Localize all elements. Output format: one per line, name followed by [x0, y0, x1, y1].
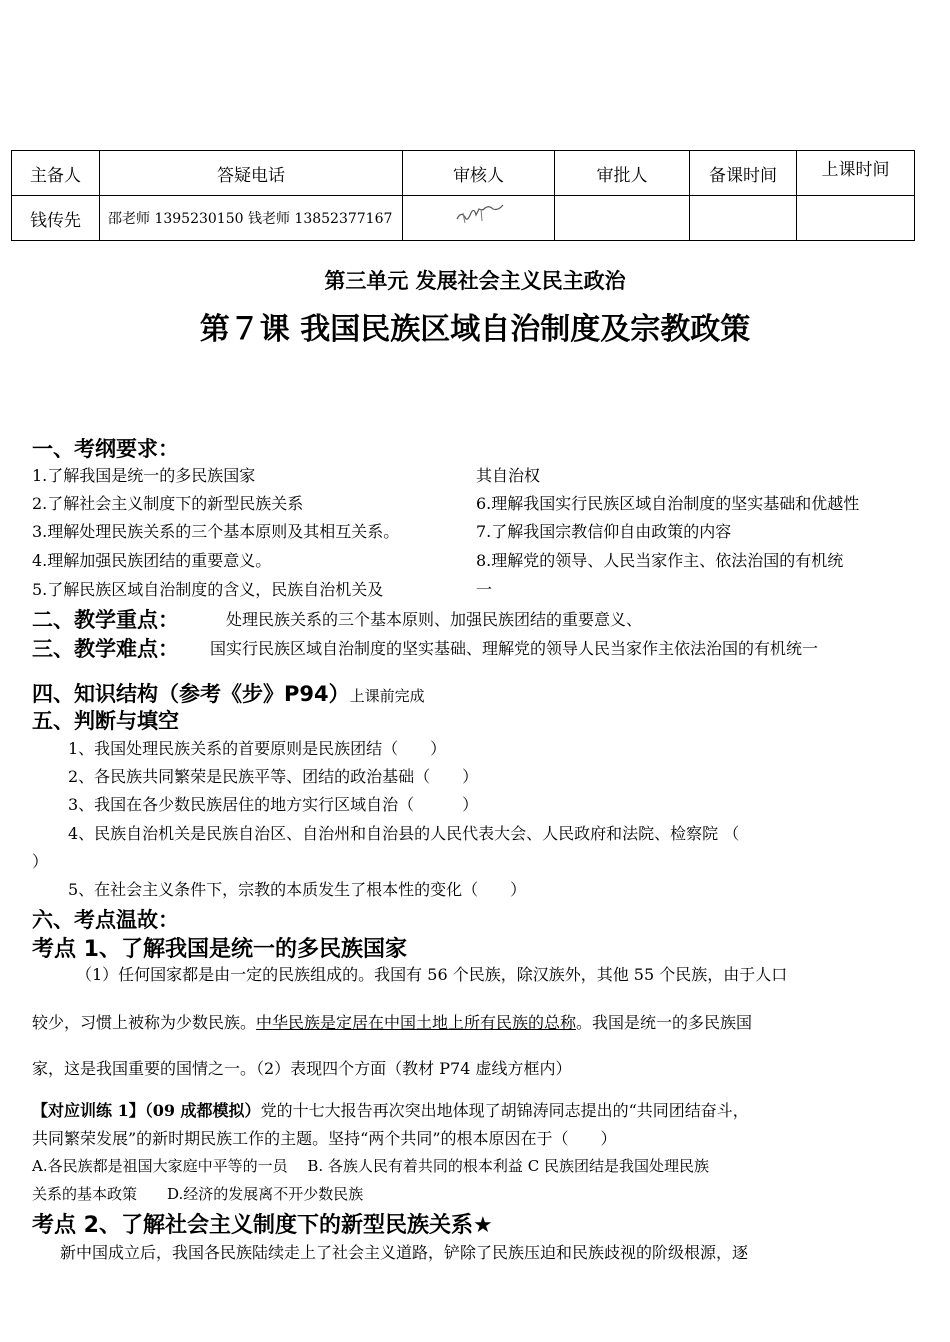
training-1-options-1: A.各民族都是祖国大家庭中平等的一员 B. 各族人民有着共同的根本利益 C 民族团结是我国处理民族	[32, 1157, 709, 1175]
handwritten-signature	[429, 201, 529, 231]
header-reviewer-label: 审核人	[403, 151, 555, 196]
class-time-cell	[797, 196, 915, 241]
section-1-heading: 一、考纲要求：	[32, 437, 179, 461]
syllabus-item-2: 2.了解社会主义制度下的新型民族关系	[32, 494, 304, 513]
header-preparer-label: 主备人	[12, 151, 100, 196]
lesson-title: 第７课 我国民族区域自治制度及宗教政策	[199, 312, 751, 347]
syllabus-item-3: 3.理解处理民族关系的三个基本原则及其相互关系。	[32, 522, 400, 541]
training-1-line-1	[32, 1098, 749, 1121]
prep-time-cell	[690, 196, 797, 241]
syllabus-item-1: 1.了解我国是统一的多民族国家	[32, 466, 256, 485]
syllabus-item-8: 8.理解党的领导、人民当家作主、依法治国的有机统	[476, 551, 844, 570]
key-point-1-para-1: （1）任何国家都是由一定的民族组成的。我国有 56 个民族，除汉族外，其他 55 个民族，由于人口	[76, 965, 788, 984]
syllabus-item-4: 4.理解加强民族团结的重要意义。	[32, 551, 272, 570]
section-4-heading	[32, 678, 425, 708]
para-2-end: 。我国是统一的多民族国	[576, 1013, 753, 1032]
para-2-start: 较少，习惯上被称为少数民族。	[32, 1013, 257, 1032]
syllabus-item-7: 7.了解我国宗教信仰自由政策的内容	[476, 522, 732, 541]
question-1: 1、我国处理民族关系的首要原则是民族团结（ ）	[68, 739, 447, 758]
section-4-note: 上课前完成	[349, 687, 425, 705]
training-1-label: 【对应训练 1】	[32, 1101, 145, 1120]
section-3-heading: 三、教学难点：	[32, 637, 179, 661]
training-1-text: 党的十七大报告再次突出地体现了胡锦涛同志提出的“共同团结奋斗，	[260, 1101, 749, 1120]
training-1-line-2: 共同繁荣发展”的新时期民族工作的主题。坚持“两个共同”的根本原因在于（ ）	[32, 1129, 617, 1148]
training-1-source: （09 成都模拟）	[144, 1101, 261, 1120]
section-2-heading: 二、教学重点：	[32, 608, 179, 632]
question-2: 2、各民族共同繁荣是民族平等、团结的政治基础（ ）	[68, 767, 479, 786]
preparer-name: 钱传先	[12, 196, 100, 241]
header-phone-label: 答疑电话	[100, 151, 403, 196]
key-point-1-para-2	[32, 1010, 752, 1033]
para-2-underlined: 中华民族是定居在中国土地上所有民族的总称	[256, 1013, 577, 1032]
training-1-options-2: 关系的基本政策 D.经济的发展离不开少数民族	[32, 1185, 364, 1203]
syllabus-item-6: 6.理解我国实行民族区域自治制度的坚实基础和优越性	[476, 494, 860, 513]
question-3: 3、我国在各少数民族居住的地方实行区域自治（ ）	[68, 795, 479, 814]
question-4-cont: ）	[32, 852, 49, 871]
key-point-2-heading: 考点 2、了解社会主义制度下的新型民族关系★	[32, 1213, 493, 1238]
unit-title: 第三单元 发展社会主义民主政治	[324, 269, 626, 293]
section-5-heading: 五、判断与填空	[32, 709, 179, 733]
question-4: 4、民族自治机关是民族自治区、自治州和自治县的人民代表大会、人民政府和法院、检察院 （	[68, 824, 740, 843]
syllabus-item-5: 5.了解民族区域自治制度的含义，民族自治机关及	[32, 580, 384, 599]
section-4-title: 四、知识结构（参考《步》P94）	[32, 682, 350, 706]
header-class-time-label: 上课时间	[797, 151, 915, 196]
teaching-focus-text: 处理民族关系的三个基本原则、加强民族团结的重要意义、	[226, 610, 643, 629]
teaching-difficulty-text: 国实行民族区域自治制度的坚实基础、理解党的领导人民当家作主依法治国的有机统一	[210, 639, 819, 658]
header-prep-time-label: 备课时间	[690, 151, 797, 196]
syllabus-item-8-cont: 一	[476, 580, 493, 599]
header-approver-label: 审批人	[555, 151, 690, 196]
key-point-1-para-3: 家，这是我国重要的国情之一。（2）表现四个方面（教材 P74 虚线方框内）	[32, 1059, 572, 1078]
key-point-1-heading: 考点 1、了解我国是统一的多民族国家	[32, 937, 407, 962]
reviewer-signature	[403, 196, 555, 241]
key-point-2-para-1: 新中国成立后，我国各民族陆续走上了社会主义道路，铲除了民族压迫和民族歧视的阶级根源，逐	[60, 1243, 749, 1262]
section-6-heading: 六、考点温故：	[32, 908, 179, 932]
lesson-info-table	[11, 150, 915, 241]
approver-cell	[555, 196, 690, 241]
syllabus-item-5-cont: 其自治权	[476, 466, 541, 485]
phone-numbers: 邵老师 1395230150 钱老师 13852377167	[100, 196, 403, 241]
question-5: 5、在社会主义条件下，宗教的本质发生了根本性的变化（ ）	[68, 880, 527, 899]
